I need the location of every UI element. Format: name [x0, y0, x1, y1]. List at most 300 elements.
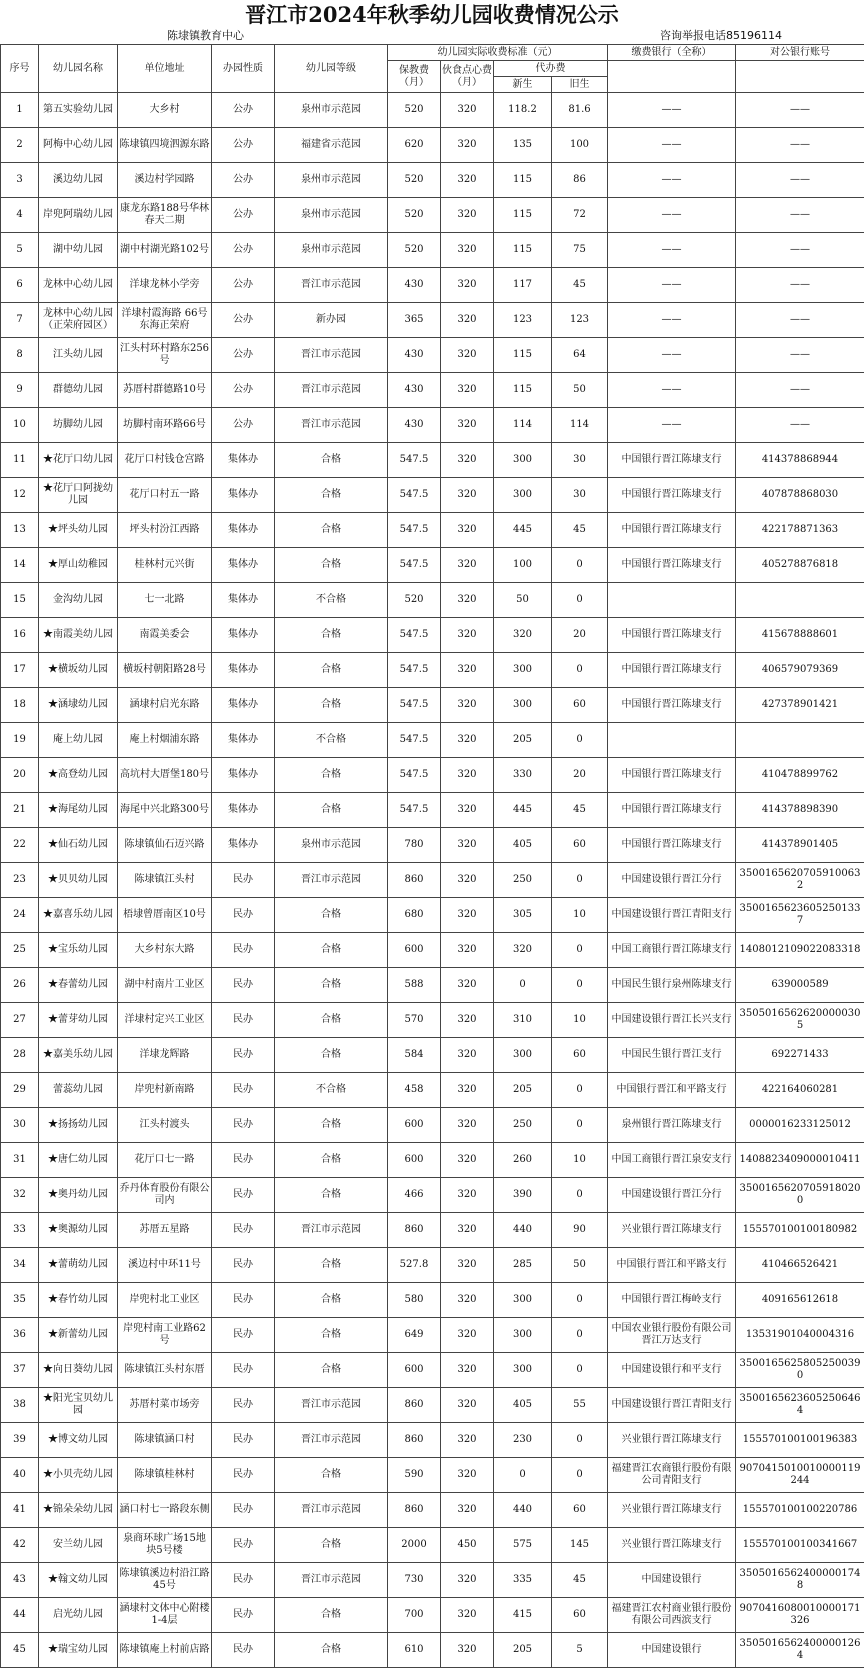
cell-new-fee: 115 [494, 163, 552, 198]
cell-no: 10 [1, 408, 39, 443]
cell-bank: 中国民生银行晋江支行 [608, 1038, 736, 1073]
cell-old-fee: 20 [552, 618, 608, 653]
cell-address: 大乡村 [118, 93, 212, 128]
cell-type: 民办 [212, 1633, 275, 1668]
cell-meal-fee: 320 [441, 1038, 494, 1073]
cell-grade: 合格 [275, 1143, 388, 1178]
cell-meal-fee: 320 [441, 128, 494, 163]
cell-type: 公办 [212, 128, 275, 163]
cell-old-fee: 45 [552, 793, 608, 828]
cell-name: ★瑞宝幼儿园 [39, 1633, 118, 1668]
cell-account: 35001656207059180200 [736, 1178, 864, 1213]
cell-name: ★奥丹幼儿园 [39, 1178, 118, 1213]
cell-old-fee: 81.6 [552, 93, 608, 128]
cell-care-fee: 860 [388, 863, 441, 898]
cell-old-fee: 45 [552, 513, 608, 548]
table-row [1, 373, 864, 408]
cell-grade: 合格 [275, 1633, 388, 1668]
cell-account [736, 723, 864, 758]
header-type: 办园性质 [212, 45, 275, 93]
cell-old-fee: 30 [552, 478, 608, 513]
cell-no: 14 [1, 548, 39, 583]
cell-care-fee: 547.5 [388, 758, 441, 793]
cell-bank: 中国银行晋江陈埭支行 [608, 793, 736, 828]
cell-old-fee: 0 [552, 583, 608, 618]
cell-new-fee: 135 [494, 128, 552, 163]
cell-meal-fee: 320 [441, 1318, 494, 1353]
cell-old-fee: 0 [552, 1318, 608, 1353]
cell-bank: —— [608, 233, 736, 268]
cell-bank: 中国建设银行 [608, 1563, 736, 1598]
cell-grade: 合格 [275, 1248, 388, 1283]
cell-bank: 中国银行晋江陈埭支行 [608, 443, 736, 478]
cell-no: 18 [1, 688, 39, 723]
header-account-blank [736, 61, 864, 93]
cell-new-fee: 123 [494, 303, 552, 338]
cell-bank [608, 723, 736, 758]
table-row [1, 898, 864, 933]
cell-grade: 合格 [275, 1458, 388, 1493]
cell-no: 22 [1, 828, 39, 863]
cell-no: 2 [1, 128, 39, 163]
cell-new-fee: 300 [494, 1318, 552, 1353]
cell-grade: 泉州市示范园 [275, 233, 388, 268]
cell-name: ★花厅口阿拢幼儿园 [39, 478, 118, 513]
cell-care-fee: 547.5 [388, 688, 441, 723]
cell-meal-fee: 320 [441, 233, 494, 268]
cell-name: ★坪头幼儿园 [39, 513, 118, 548]
cell-bank: —— [608, 373, 736, 408]
table-body [1, 93, 864, 1668]
cell-grade: 合格 [275, 513, 388, 548]
cell-old-fee: 0 [552, 1108, 608, 1143]
cell-care-fee: 860 [388, 1423, 441, 1458]
cell-new-fee: 445 [494, 793, 552, 828]
cell-name: ★嘉美乐幼儿园 [39, 1038, 118, 1073]
header-agency-fee: 代办费 [494, 61, 608, 77]
table-row [1, 1353, 864, 1388]
cell-old-fee: 90 [552, 1213, 608, 1248]
cell-address: 坪头村汾江西路 [118, 513, 212, 548]
cell-grade: 合格 [275, 1178, 388, 1213]
cell-new-fee: 575 [494, 1528, 552, 1563]
cell-grade: 合格 [275, 898, 388, 933]
cell-grade: 晋江市示范园 [275, 338, 388, 373]
cell-old-fee: 0 [552, 1178, 608, 1213]
cell-type: 公办 [212, 408, 275, 443]
cell-account: 407878868030 [736, 478, 864, 513]
cell-grade: 合格 [275, 1528, 388, 1563]
table-row [1, 513, 864, 548]
cell-account: 155570100100180982 [736, 1213, 864, 1248]
cell-address: 陈埭镇溪边村沿江路45号 [118, 1563, 212, 1598]
cell-account: —— [736, 128, 864, 163]
cell-care-fee: 570 [388, 1003, 441, 1038]
table-row [1, 338, 864, 373]
cell-old-fee: 0 [552, 1283, 608, 1318]
cell-bank: —— [608, 93, 736, 128]
cell-no: 31 [1, 1143, 39, 1178]
cell-name: 安兰幼儿园 [39, 1528, 118, 1563]
cell-account: 410466526421 [736, 1248, 864, 1283]
cell-no: 45 [1, 1633, 39, 1668]
table-row [1, 1633, 864, 1668]
cell-no: 39 [1, 1423, 39, 1458]
cell-new-fee: 115 [494, 338, 552, 373]
cell-no: 7 [1, 303, 39, 338]
table-row [1, 1493, 864, 1528]
cell-address: 泉商环球广场15地块5号楼 [118, 1528, 212, 1563]
cell-meal-fee: 320 [441, 1213, 494, 1248]
cell-name: 坊脚幼儿园 [39, 408, 118, 443]
cell-address: 坊脚村南环路66号 [118, 408, 212, 443]
cell-bank: 中国工商银行晋江陈埭支行 [608, 933, 736, 968]
cell-no: 21 [1, 793, 39, 828]
cell-address: 陈埭镇四境泗源东路 [118, 128, 212, 163]
cell-bank: 中国银行晋江陈埭支行 [608, 548, 736, 583]
cell-old-fee: 0 [552, 548, 608, 583]
cell-type: 集体办 [212, 548, 275, 583]
cell-address: 湖中村湖光路102号 [118, 233, 212, 268]
cell-account: 406579079369 [736, 653, 864, 688]
cell-new-fee: 390 [494, 1178, 552, 1213]
cell-grade: 泉州市示范园 [275, 828, 388, 863]
issuer-label: 陈埭镇教育中心 [167, 28, 244, 44]
cell-account: —— [736, 303, 864, 338]
cell-type: 民办 [212, 1213, 275, 1248]
cell-meal-fee: 320 [441, 758, 494, 793]
table-row [1, 1213, 864, 1248]
cell-address: 陈埭镇桂林村 [118, 1458, 212, 1493]
cell-grade: 合格 [275, 968, 388, 1003]
cell-care-fee: 860 [388, 1213, 441, 1248]
cell-type: 民办 [212, 1143, 275, 1178]
cell-old-fee: 60 [552, 1493, 608, 1528]
header-new-student: 新生 [494, 77, 552, 93]
cell-bank: 兴业银行晋江陈埭支行 [608, 1493, 736, 1528]
cell-account: —— [736, 163, 864, 198]
cell-meal-fee: 320 [441, 443, 494, 478]
table-row [1, 758, 864, 793]
cell-care-fee: 649 [388, 1318, 441, 1353]
cell-type: 民办 [212, 1248, 275, 1283]
table-row [1, 933, 864, 968]
cell-new-fee: 0 [494, 968, 552, 1003]
cell-account: 35001656236052506464 [736, 1388, 864, 1423]
table-row [1, 793, 864, 828]
cell-no: 20 [1, 758, 39, 793]
table-row [1, 548, 864, 583]
cell-bank: 中国建设银行 [608, 1633, 736, 1668]
cell-name: ★仙石幼儿园 [39, 828, 118, 863]
cell-name: 阿梅中心幼儿园 [39, 128, 118, 163]
cell-account: 427378901421 [736, 688, 864, 723]
cell-name: 湖中幼儿园 [39, 233, 118, 268]
cell-grade: 不合格 [275, 723, 388, 758]
cell-account: —— [736, 408, 864, 443]
cell-type: 集体办 [212, 828, 275, 863]
cell-name: ★海尾幼儿园 [39, 793, 118, 828]
cell-meal-fee: 320 [441, 338, 494, 373]
cell-address: 岸兜村新南路 [118, 1073, 212, 1108]
cell-account: 155570100100196383 [736, 1423, 864, 1458]
cell-address: 湖中村南片工业区 [118, 968, 212, 1003]
cell-old-fee: 5 [552, 1633, 608, 1668]
cell-care-fee: 520 [388, 93, 441, 128]
cell-name: ★唐仁幼儿园 [39, 1143, 118, 1178]
cell-bank: 福建晋江农商银行股份有限公司青阳支行 [608, 1458, 736, 1493]
cell-grade: 合格 [275, 478, 388, 513]
cell-bank: 中国银行晋江陈埭支行 [608, 513, 736, 548]
cell-meal-fee: 320 [441, 583, 494, 618]
table-row [1, 163, 864, 198]
cell-type: 民办 [212, 1178, 275, 1213]
cell-account: 410478899762 [736, 758, 864, 793]
cell-care-fee: 680 [388, 898, 441, 933]
cell-name: ★新蕾幼儿园 [39, 1318, 118, 1353]
table-row [1, 863, 864, 898]
cell-meal-fee: 320 [441, 198, 494, 233]
cell-care-fee: 430 [388, 268, 441, 303]
cell-bank: 中国银行晋江梅岭支行 [608, 1283, 736, 1318]
header-meal-fee: 伙食点心费（月） [441, 61, 494, 93]
cell-meal-fee: 320 [441, 1493, 494, 1528]
cell-type: 民办 [212, 1388, 275, 1423]
table-row [1, 1143, 864, 1178]
table-row [1, 968, 864, 1003]
cell-new-fee: 205 [494, 1633, 552, 1668]
cell-meal-fee: 320 [441, 688, 494, 723]
cell-grade: 合格 [275, 1038, 388, 1073]
cell-account: 35001656207059100632 [736, 863, 864, 898]
cell-address: 横坂村朝阳路28号 [118, 653, 212, 688]
cell-account: 9070415010010000119244 [736, 1458, 864, 1493]
cell-new-fee: 260 [494, 1143, 552, 1178]
cell-care-fee: 588 [388, 968, 441, 1003]
cell-address: 大乡村东大路 [118, 933, 212, 968]
cell-no: 28 [1, 1038, 39, 1073]
header-care-fee: 保教费（月） [388, 61, 441, 93]
cell-new-fee: 440 [494, 1493, 552, 1528]
cell-bank: 中国银行晋江和平路支行 [608, 1248, 736, 1283]
cell-care-fee: 860 [388, 1388, 441, 1423]
cell-new-fee: 205 [494, 723, 552, 758]
cell-new-fee: 115 [494, 198, 552, 233]
cell-account: 155570100100341667 [736, 1528, 864, 1563]
cell-grade: 晋江市示范园 [275, 1388, 388, 1423]
cell-grade: 合格 [275, 1598, 388, 1633]
cell-address: 洋埭龙林小学旁 [118, 268, 212, 303]
cell-address: 七一北路 [118, 583, 212, 618]
cell-meal-fee: 320 [441, 828, 494, 863]
cell-grade: 合格 [275, 443, 388, 478]
cell-address: 岸兜村北工业区 [118, 1283, 212, 1318]
cell-old-fee: 64 [552, 338, 608, 373]
table-row [1, 198, 864, 233]
cell-care-fee: 547.5 [388, 478, 441, 513]
cell-no: 6 [1, 268, 39, 303]
cell-bank: 中国银行晋江陈埭支行 [608, 688, 736, 723]
cell-account: 155570100100220786 [736, 1493, 864, 1528]
cell-grade: 合格 [275, 1003, 388, 1038]
cell-name: ★扬扬幼儿园 [39, 1108, 118, 1143]
cell-address: 洋埭村定兴工业区 [118, 1003, 212, 1038]
cell-type: 民办 [212, 863, 275, 898]
cell-grade: 合格 [275, 618, 388, 653]
table-row [1, 1563, 864, 1598]
cell-type: 集体办 [212, 653, 275, 688]
cell-address: 花厅口村钱仓宫路 [118, 443, 212, 478]
cell-old-fee: 10 [552, 898, 608, 933]
cell-grade: 合格 [275, 793, 388, 828]
cell-grade: 合格 [275, 1318, 388, 1353]
cell-bank: 中国建设银行晋江长兴支行 [608, 1003, 736, 1038]
cell-name: ★博文幼儿园 [39, 1423, 118, 1458]
cell-no: 25 [1, 933, 39, 968]
cell-bank: 兴业银行晋江陈埭支行 [608, 1423, 736, 1458]
cell-new-fee: 305 [494, 898, 552, 933]
cell-account [736, 583, 864, 618]
cell-address: 苏厝村群德路10号 [118, 373, 212, 408]
cell-account: —— [736, 373, 864, 408]
cell-old-fee: 0 [552, 863, 608, 898]
cell-care-fee: 584 [388, 1038, 441, 1073]
header-address: 单位地址 [118, 45, 212, 93]
cell-care-fee: 430 [388, 373, 441, 408]
table-row [1, 723, 864, 758]
cell-old-fee: 0 [552, 1353, 608, 1388]
cell-new-fee: 320 [494, 933, 552, 968]
cell-bank: 中国银行晋江和平路支行 [608, 1073, 736, 1108]
cell-bank: —— [608, 303, 736, 338]
cell-account: 692271433 [736, 1038, 864, 1073]
cell-meal-fee: 320 [441, 1598, 494, 1633]
cell-grade: 泉州市示范园 [275, 93, 388, 128]
table-row [1, 583, 864, 618]
cell-grade: 晋江市示范园 [275, 408, 388, 443]
cell-new-fee: 100 [494, 548, 552, 583]
cell-address: 溪边村学园路 [118, 163, 212, 198]
cell-account: 639000589 [736, 968, 864, 1003]
cell-no: 37 [1, 1353, 39, 1388]
cell-care-fee: 520 [388, 233, 441, 268]
cell-bank: —— [608, 338, 736, 373]
cell-no: 32 [1, 1178, 39, 1213]
cell-address: 海尾中兴北路300号 [118, 793, 212, 828]
cell-bank: 福建晋江农村商业银行股份有限公司西滨支行 [608, 1598, 736, 1633]
cell-type: 集体办 [212, 793, 275, 828]
cell-bank: —— [608, 268, 736, 303]
cell-name: 第五实验幼儿园 [39, 93, 118, 128]
cell-meal-fee: 320 [441, 163, 494, 198]
cell-new-fee: 117 [494, 268, 552, 303]
cell-name: ★阳光宝贝幼儿园 [39, 1388, 118, 1423]
cell-grade: 晋江市示范园 [275, 1563, 388, 1598]
fee-table [0, 44, 864, 1668]
cell-new-fee: 118.2 [494, 93, 552, 128]
cell-old-fee: 55 [552, 1388, 608, 1423]
cell-new-fee: 320 [494, 618, 552, 653]
cell-address: 庵上村烟浦东路 [118, 723, 212, 758]
table-row [1, 478, 864, 513]
cell-no: 40 [1, 1458, 39, 1493]
cell-no: 19 [1, 723, 39, 758]
cell-care-fee: 860 [388, 1493, 441, 1528]
cell-grade: 泉州市示范园 [275, 198, 388, 233]
cell-care-fee: 600 [388, 933, 441, 968]
cell-old-fee: 75 [552, 233, 608, 268]
cell-meal-fee: 320 [441, 1143, 494, 1178]
cell-name: ★南霞美幼儿园 [39, 618, 118, 653]
cell-name: ★奥源幼儿园 [39, 1213, 118, 1248]
header-bank-blank [608, 61, 736, 93]
cell-type: 集体办 [212, 513, 275, 548]
cell-address: 南霞美委会 [118, 618, 212, 653]
cell-name: ★小贝壳幼儿园 [39, 1458, 118, 1493]
cell-bank: 中国建设银行晋江分行 [608, 863, 736, 898]
cell-old-fee: 0 [552, 723, 608, 758]
cell-address: 洋埭村霞海路 66号东海正荣府 [118, 303, 212, 338]
cell-no: 36 [1, 1318, 39, 1353]
cell-no: 24 [1, 898, 39, 933]
cell-name: ★贝贝幼儿园 [39, 863, 118, 898]
cell-name: ★春竹幼儿园 [39, 1283, 118, 1318]
cell-care-fee: 520 [388, 198, 441, 233]
cell-type: 集体办 [212, 723, 275, 758]
cell-no: 1 [1, 93, 39, 128]
cell-type: 公办 [212, 233, 275, 268]
cell-account: 405278876818 [736, 548, 864, 583]
cell-meal-fee: 450 [441, 1528, 494, 1563]
cell-old-fee: 145 [552, 1528, 608, 1563]
cell-care-fee: 730 [388, 1563, 441, 1598]
cell-no: 17 [1, 653, 39, 688]
cell-new-fee: 300 [494, 1283, 552, 1318]
cell-name: 岸兜阿瑞幼儿园 [39, 198, 118, 233]
header-no: 序号 [1, 45, 39, 93]
cell-account: 414378868944 [736, 443, 864, 478]
cell-no: 27 [1, 1003, 39, 1038]
cell-meal-fee: 320 [441, 1073, 494, 1108]
cell-care-fee: 620 [388, 128, 441, 163]
cell-new-fee: 405 [494, 828, 552, 863]
cell-meal-fee: 320 [441, 303, 494, 338]
cell-old-fee: 100 [552, 128, 608, 163]
cell-account: 414378898390 [736, 793, 864, 828]
table-row [1, 1283, 864, 1318]
cell-new-fee: 250 [494, 1108, 552, 1143]
cell-no: 43 [1, 1563, 39, 1598]
table-row [1, 1318, 864, 1353]
cell-type: 公办 [212, 338, 275, 373]
cell-type: 民办 [212, 898, 275, 933]
cell-meal-fee: 320 [441, 618, 494, 653]
cell-care-fee: 547.5 [388, 513, 441, 548]
cell-no: 42 [1, 1528, 39, 1563]
cell-account: —— [736, 338, 864, 373]
cell-bank: 中国农业银行股份有限公司晋江万达支行 [608, 1318, 736, 1353]
cell-old-fee: 20 [552, 758, 608, 793]
cell-grade: 新办园 [275, 303, 388, 338]
cell-new-fee: 405 [494, 1388, 552, 1423]
header-bank: 缴费银行（全称） [608, 45, 736, 61]
cell-meal-fee: 320 [441, 933, 494, 968]
cell-address: 江头村渡头 [118, 1108, 212, 1143]
cell-type: 民办 [212, 1283, 275, 1318]
cell-no: 41 [1, 1493, 39, 1528]
cell-no: 4 [1, 198, 39, 233]
cell-bank: 中国建设银行晋江青阳支行 [608, 1388, 736, 1423]
